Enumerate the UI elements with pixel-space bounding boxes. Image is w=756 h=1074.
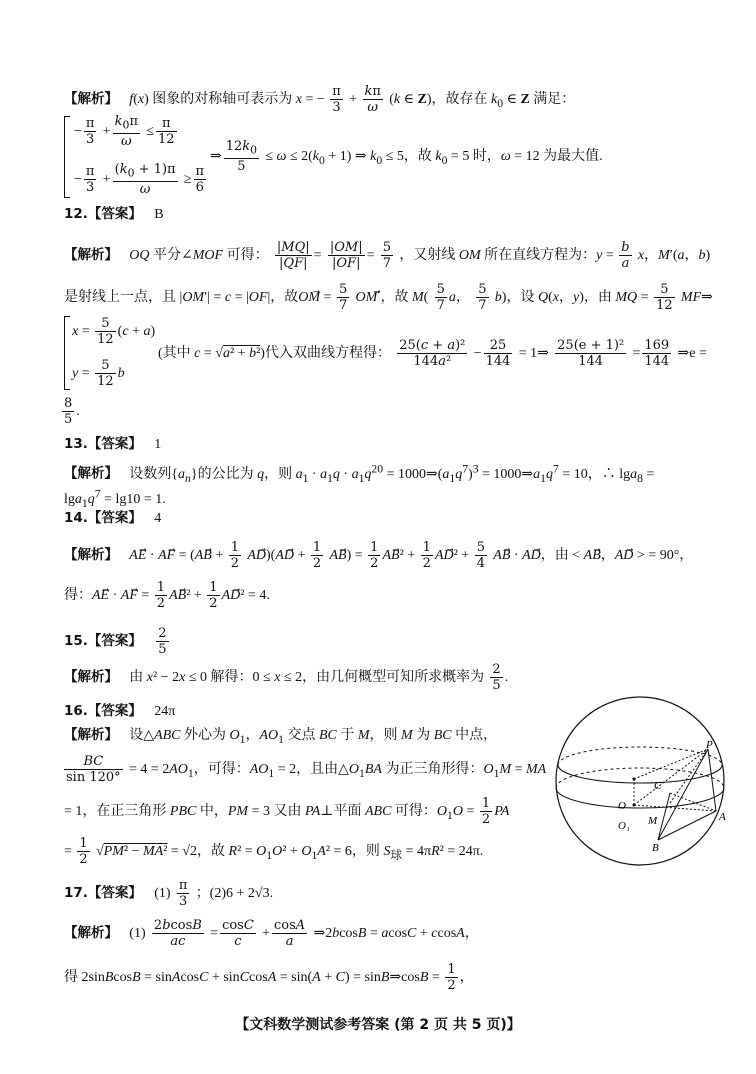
q15-answer: $\frac{2}{5}$: [158, 626, 167, 657]
q12-system-brace: [64, 316, 70, 390]
q13-line2: $\lg a_1q^7 = \lg 10 = 1$.: [64, 487, 166, 510]
q14-answer-line: [64, 510, 161, 527]
q16-answer-line: [64, 703, 175, 720]
q14-line1: 【解析】 AE⃗ · AF⃗ = (AB⃗ + $\frac{1}{2}$ AD⃗)(AD⃗ + $\frac{1}{2}$ AB⃗) = $\frac{1}{2}$ AB⃗² + $\frac{1}{2}$ AD⃗² + $\frac{5}{4}$ AB⃗ · AD⃗，由 < AB⃗，AD⃗ > = 90°，: [64, 540, 694, 571]
q14-answer: 4: [154, 511, 162, 526]
fig-label-o: O: [618, 800, 626, 812]
q12-line2: 是射线上一点，且 |OM′| = c = |OF|，故OM⃗ = $\frac{5}{7}$ OM′⃗，故 M( $\frac{5}{7}$ a， $\frac{5}{7}$ b)，设 Q(x，y)，由 MQ = $\frac{5}{12}$ MF⇒: [64, 282, 713, 313]
fig-label-b: B: [652, 842, 659, 854]
q12-line4: $\frac{8}{5}$ .: [64, 396, 80, 427]
page-footer: 【文科数学测试参考答案 (第 2 页 共 5 页)】: [235, 1017, 521, 1033]
q12-system-y: y = $\frac{5}{12}$ b: [72, 358, 125, 389]
q17-line1: 【解析】 (1) $\frac{2bcosB}{ac}$ = $\frac{\cos C}{c}$ + $\frac{\cos A}{a}$ ⇒2bcosB = acosC + ccosA，: [64, 918, 479, 949]
q16-line3: = 1，在正三角形 PBC 中，PM = 3 又由 PA⊥平面 ABC 可得：$O_1O$ = $\frac{1}{2}$ PA: [64, 796, 510, 827]
q17-answer-label: 17.【答案】: [64, 885, 142, 901]
q16-line2: $\frac{BC}{\sin 120^\circ}$ = $4 = 2AO_1$，可得：$AO_1 = 2$，且由$\triangle O_1BA$ 为正三角形得：$O_1M$ = MA: [66, 754, 547, 785]
q11-system-brace: [64, 116, 70, 198]
q13-answer-line: [64, 436, 161, 453]
fig-label-o1: O₁: [618, 820, 630, 832]
q15-answer-label: 15.【答案】: [64, 633, 142, 649]
sphere-figure: [546, 693, 736, 868]
q13-answer: 1: [154, 437, 162, 452]
q14-line2: 得：AE⃗ · AF⃗ = $\frac{1}{2}$ AB⃗² + $\frac{1}{2}$ AD⃗² = 4.: [64, 580, 270, 611]
q14-answer-label: 14.【答案】: [64, 510, 142, 526]
q16-line1: 【解析】 设△ABC 外心为 $O_1$，$AO_1$ 交点 BC 于 M，则 M 为 BC 中点，: [64, 727, 498, 746]
q13-answer-label: 13.【答案】: [64, 436, 142, 452]
fig-label-a: A: [719, 811, 726, 823]
q12-answer-label: 12.【答案】: [64, 206, 142, 222]
fig-label-c: C: [654, 780, 662, 792]
q11-explanation-line: 【解析】 f(x) 图象的对称轴可表示为 x = − $\frac{\pi}{3}$ + $\frac{k\pi}{\omega}$ (k ∈ Z)，故存在 $k_0$ ∈ Z 满足：: [64, 84, 576, 115]
q11-system-top: − $\frac{\pi}{3}$ + $\frac{k_0\pi}{\omega}$ ≤ $\frac{\pi}{12}$: [74, 114, 175, 149]
fig-label-m: M: [648, 815, 658, 827]
q12-answer-line: [64, 206, 164, 223]
q13-line1: 【解析】 设数列$\{a_n\}$的公比为 q，则 $a_1 \cdot a_1q \cdot a_1q^{20}$ = $1000\Rightarrow(a_1q^7)^3$ = $1000\Rightarrow a_1q^7 = 10$，∴ lga$_8$ =: [64, 462, 655, 485]
q16-line4: = $\frac{1}{2}$ √PM² − MA² = √2，故 $R^2 = O_1O^2 + O_1A^2 = 6$，则 $S_球 = 4\pi R^2 = 24\pi$.: [64, 836, 484, 867]
q11-system-bottom: − $\frac{\pi}{3}$ + $\frac{(k_0 + 1)\pi}{\omega}$ ≥ $\frac{\pi}{6}$: [74, 162, 205, 197]
q17-answer-line: 17.【答案】 (1) $\frac{\pi}{3}$ ；(2)6 + 2√3.: [64, 878, 274, 909]
q12-system-x: x = $\frac{5}{12}$ (c + a): [72, 316, 156, 347]
q15-line1: 【解析】 由 x² − 2x ≤ 0 解得：0 ≤ x ≤ 2，由几何概型可知所求概率为 $\frac{2}{5}$ .: [64, 662, 509, 693]
q12-line1: 【解析】 OQ 平分∠MOF 可得： $\frac{|MQ|}{|QF|}$ = $\frac{|OM|}{|OF|}$ = $\frac{5}{7}$ ，又射线 OM 所在直线方程为：y = $\frac{b}{a}$ x，M′(a，b): [64, 240, 711, 271]
q16-answer-label: 16.【答案】: [64, 703, 142, 719]
q12-answer: B: [154, 207, 164, 222]
q12-line3: (其中 c = √a² + b²)代入双曲线方程得： $\frac{\text{25(c + a)²}}{\text{144a²}}$ − $\frac{25}{144}$ = 1⇒ $\frac{\text{25(e + 1)²}}{144}$ = $\frac{169}{144}$ ⇒e =: [158, 338, 707, 369]
q15-answer-line: [64, 626, 171, 657]
fig-label-p: P: [706, 739, 713, 751]
q17-line2: 得 2sinBcosB = sinAcosC + sinCcosA = sin(A + C) = sinB⇒cosB = $\frac{1}{2}$ ，: [64, 962, 474, 993]
q16-answer: 24π: [154, 704, 176, 719]
q11-conclusion: ⇒ $\frac{12k_0}{5}$ ≤ $\omega \le 2(k_0 + 1)$ ⇒ $k_0 \le 5$，故 $k_0 = 5$ 时，ω = 12 为最大值.: [210, 139, 603, 174]
analysis-tag: 【解析】: [64, 91, 118, 107]
